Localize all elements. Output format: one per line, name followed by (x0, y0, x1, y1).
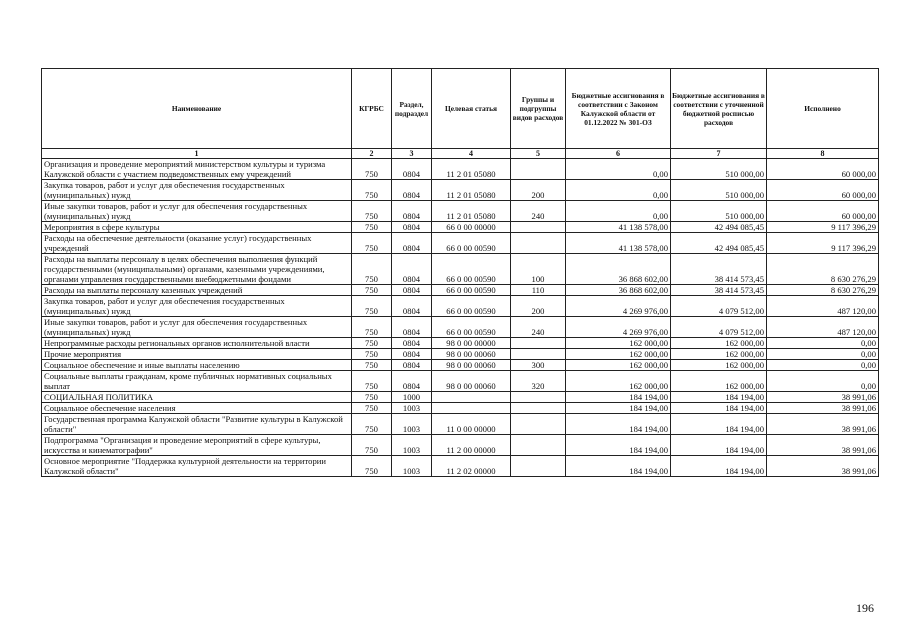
row-name-cell: Социальное обеспечение населения (42, 403, 352, 414)
law-allocation-cell: 184 194,00 (566, 435, 671, 456)
target-article-cell: 98 0 00 00000 (432, 338, 511, 349)
executed-cell: 9 117 396,29 (767, 233, 879, 254)
row-name-cell: Непрограммные расходы региональных органов исполнительной власти (42, 338, 352, 349)
row-name-cell: Основное мероприятие "Поддержка культурной деятельности на территории Калужской области" (42, 456, 352, 477)
expense-group-cell (511, 414, 566, 435)
table-row (42, 317, 879, 338)
rospis-allocation-cell: 184 194,00 (671, 414, 767, 435)
expense-group-cell: 240 (511, 317, 566, 338)
column-number: 3 (392, 149, 432, 159)
rospis-allocation-cell: 42 494 085,45 (671, 233, 767, 254)
row-name-cell: Закупка товаров, работ и услуг для обеспечения государственных (муниципальных) нужд (42, 180, 352, 201)
razdel-cell: 0804 (392, 254, 432, 285)
row-name-cell: Социальное обеспечение и иные выплаты населению (42, 360, 352, 371)
rospis-allocation-cell: 184 194,00 (671, 392, 767, 403)
law-allocation-cell: 162 000,00 (566, 371, 671, 392)
row-name-cell: Прочие мероприятия (42, 349, 352, 360)
expense-group-cell (511, 338, 566, 349)
expense-group-cell (511, 392, 566, 403)
target-article-cell: 66 0 00 00590 (432, 285, 511, 296)
law-allocation-cell: 184 194,00 (566, 414, 671, 435)
kgrbs-cell: 750 (352, 296, 392, 317)
kgrbs-cell: 750 (352, 338, 392, 349)
row-name-cell: Расходы на обеспечение деятельности (оказание услуг) государственных учреждений (42, 233, 352, 254)
header-razdel: Раздел, подраздел (392, 69, 432, 149)
law-allocation-cell: 0,00 (566, 159, 671, 180)
row-name-cell: Организация и проведение мероприятий министерством культуры и туризма Калужской области с участием подведомственных ему учреждений (42, 159, 352, 180)
row-name-cell: Расходы на выплаты персоналу казенных учреждений (42, 285, 352, 296)
header-law-allocation: Бюджетные ассигнования в соответствии с Законом Калужской области от 01.12.2022 № 301-ОЗ (566, 69, 671, 149)
expense-group-cell (511, 403, 566, 414)
razdel-cell: 0804 (392, 180, 432, 201)
table-row (42, 414, 879, 435)
row-name-cell: Иные закупки товаров, работ и услуг для обеспечения государственных (муниципальных) нужд (42, 317, 352, 338)
table-row (42, 403, 879, 414)
target-article-cell: 98 0 00 00060 (432, 371, 511, 392)
rospis-allocation-cell: 4 079 512,00 (671, 317, 767, 338)
rospis-allocation-cell: 42 494 085,45 (671, 222, 767, 233)
kgrbs-cell: 750 (352, 360, 392, 371)
executed-cell: 38 991,06 (767, 435, 879, 456)
expense-group-cell (511, 159, 566, 180)
target-article-cell: 66 0 00 00590 (432, 296, 511, 317)
target-article-cell: 11 2 01 05080 (432, 180, 511, 201)
razdel-cell: 1003 (392, 456, 432, 477)
kgrbs-cell: 750 (352, 254, 392, 285)
rospis-allocation-cell: 38 414 573,45 (671, 285, 767, 296)
table-row (42, 296, 879, 317)
table-row (42, 360, 879, 371)
target-article-cell: 66 0 00 00590 (432, 233, 511, 254)
law-allocation-cell: 162 000,00 (566, 360, 671, 371)
executed-cell: 38 991,06 (767, 414, 879, 435)
target-article-cell (432, 403, 511, 414)
razdel-cell: 0804 (392, 296, 432, 317)
kgrbs-cell: 750 (352, 159, 392, 180)
executed-cell: 60 000,00 (767, 180, 879, 201)
executed-cell: 60 000,00 (767, 201, 879, 222)
header-name: Наименование (42, 69, 352, 149)
expense-group-cell (511, 222, 566, 233)
expense-group-cell: 200 (511, 180, 566, 201)
table-row (42, 338, 879, 349)
law-allocation-cell: 0,00 (566, 201, 671, 222)
table-row (42, 222, 879, 233)
table-row (42, 392, 879, 403)
executed-cell: 8 630 276,29 (767, 285, 879, 296)
column-number-row (42, 149, 879, 159)
law-allocation-cell: 41 138 578,00 (566, 222, 671, 233)
razdel-cell: 0804 (392, 159, 432, 180)
target-article-cell: 66 0 00 00590 (432, 317, 511, 338)
header-rospis-allocation: Бюджетные ассигнования в соответствии с уточненной бюджетной росписью расходов (671, 69, 767, 149)
table-row (42, 435, 879, 456)
law-allocation-cell: 0,00 (566, 180, 671, 201)
row-name-cell: Расходы на выплаты персоналу в целях обеспечения выполнения функций государственными (муниципальными) органами, казенными учреждениями, органами управления государственными внебюджетными фондами (42, 254, 352, 285)
target-article-cell: 98 0 00 00060 (432, 360, 511, 371)
table-row (42, 159, 879, 180)
column-number: 4 (432, 149, 511, 159)
razdel-cell: 0804 (392, 222, 432, 233)
target-article-cell (432, 392, 511, 403)
law-allocation-cell: 4 269 976,00 (566, 296, 671, 317)
expense-group-cell: 200 (511, 296, 566, 317)
row-name-cell: Закупка товаров, работ и услуг для обеспечения государственных (муниципальных) нужд (42, 296, 352, 317)
target-article-cell: 11 2 02 00000 (432, 456, 511, 477)
table-row (42, 201, 879, 222)
expense-group-cell (511, 233, 566, 254)
razdel-cell: 0804 (392, 360, 432, 371)
column-number: 8 (767, 149, 879, 159)
rospis-allocation-cell: 510 000,00 (671, 201, 767, 222)
executed-cell: 60 000,00 (767, 159, 879, 180)
kgrbs-cell: 750 (352, 201, 392, 222)
target-article-cell: 11 2 01 05080 (432, 159, 511, 180)
row-name-cell: Государственная программа Калужской области "Развитие культуры в Калужской области" (42, 414, 352, 435)
budget-table (41, 68, 879, 477)
rospis-allocation-cell: 162 000,00 (671, 371, 767, 392)
table-row (42, 456, 879, 477)
kgrbs-cell: 750 (352, 392, 392, 403)
rospis-allocation-cell: 184 194,00 (671, 456, 767, 477)
executed-cell: 38 991,06 (767, 403, 879, 414)
column-number: 1 (42, 149, 352, 159)
table-row (42, 233, 879, 254)
executed-cell: 0,00 (767, 349, 879, 360)
executed-cell: 487 120,00 (767, 296, 879, 317)
expense-group-cell (511, 349, 566, 360)
row-name-cell: Социальные выплаты гражданам, кроме публичных нормативных социальных выплат (42, 371, 352, 392)
rospis-allocation-cell: 184 194,00 (671, 403, 767, 414)
kgrbs-cell: 750 (352, 233, 392, 254)
target-article-cell: 66 0 00 00590 (432, 254, 511, 285)
row-name-cell: Подпрограмма "Организация и проведение мероприятий в сфере культуры, искусства и кинематографии" (42, 435, 352, 456)
kgrbs-cell: 750 (352, 371, 392, 392)
target-article-cell: 11 0 00 00000 (432, 414, 511, 435)
table-row (42, 180, 879, 201)
executed-cell: 8 630 276,29 (767, 254, 879, 285)
law-allocation-cell: 184 194,00 (566, 456, 671, 477)
expense-group-cell: 300 (511, 360, 566, 371)
page-number: 196 (856, 601, 874, 615)
table-row (42, 285, 879, 296)
law-allocation-cell: 36 868 602,00 (566, 285, 671, 296)
razdel-cell: 0804 (392, 317, 432, 338)
rospis-allocation-cell: 510 000,00 (671, 180, 767, 201)
rospis-allocation-cell: 162 000,00 (671, 338, 767, 349)
razdel-cell: 1000 (392, 392, 432, 403)
target-article-cell: 11 2 01 05080 (432, 201, 511, 222)
executed-cell: 487 120,00 (767, 317, 879, 338)
razdel-cell: 0804 (392, 201, 432, 222)
header-row (42, 69, 879, 149)
kgrbs-cell: 750 (352, 414, 392, 435)
kgrbs-cell: 750 (352, 180, 392, 201)
kgrbs-cell: 750 (352, 435, 392, 456)
column-number: 2 (352, 149, 392, 159)
kgrbs-cell: 750 (352, 456, 392, 477)
executed-cell: 38 991,06 (767, 392, 879, 403)
column-number: 7 (671, 149, 767, 159)
rospis-allocation-cell: 162 000,00 (671, 360, 767, 371)
executed-cell: 0,00 (767, 360, 879, 371)
law-allocation-cell: 184 194,00 (566, 403, 671, 414)
rospis-allocation-cell: 38 414 573,45 (671, 254, 767, 285)
razdel-cell: 0804 (392, 233, 432, 254)
kgrbs-cell: 750 (352, 285, 392, 296)
expense-group-cell: 110 (511, 285, 566, 296)
kgrbs-cell: 750 (352, 317, 392, 338)
law-allocation-cell: 36 868 602,00 (566, 254, 671, 285)
header-target-article: Целевая статья (432, 69, 511, 149)
law-allocation-cell: 184 194,00 (566, 392, 671, 403)
kgrbs-cell: 750 (352, 349, 392, 360)
rospis-allocation-cell: 510 000,00 (671, 159, 767, 180)
header-executed: Исполнено (767, 69, 879, 149)
column-number: 5 (511, 149, 566, 159)
expense-group-cell (511, 435, 566, 456)
row-name-cell: Мероприятия в сфере культуры (42, 222, 352, 233)
executed-cell: 0,00 (767, 371, 879, 392)
column-number: 6 (566, 149, 671, 159)
header-kgrbs: КГРБС (352, 69, 392, 149)
kgrbs-cell: 750 (352, 222, 392, 233)
law-allocation-cell: 162 000,00 (566, 349, 671, 360)
razdel-cell: 0804 (392, 338, 432, 349)
razdel-cell: 0804 (392, 349, 432, 360)
executed-cell: 9 117 396,29 (767, 222, 879, 233)
target-article-cell: 66 0 00 00000 (432, 222, 511, 233)
razdel-cell: 0804 (392, 371, 432, 392)
razdel-cell: 1003 (392, 403, 432, 414)
header-expense-group: Группы и подгруппы видов расходов (511, 69, 566, 149)
row-name-cell: Иные закупки товаров, работ и услуг для обеспечения государственных (муниципальных) нужд (42, 201, 352, 222)
row-name-cell: СОЦИАЛЬНАЯ ПОЛИТИКА (42, 392, 352, 403)
kgrbs-cell: 750 (352, 403, 392, 414)
law-allocation-cell: 41 138 578,00 (566, 233, 671, 254)
expense-group-cell: 320 (511, 371, 566, 392)
razdel-cell: 1003 (392, 414, 432, 435)
expense-group-cell: 240 (511, 201, 566, 222)
rospis-allocation-cell: 4 079 512,00 (671, 296, 767, 317)
table-row (42, 349, 879, 360)
target-article-cell: 11 2 00 00000 (432, 435, 511, 456)
expense-group-cell (511, 456, 566, 477)
target-article-cell: 98 0 00 00060 (432, 349, 511, 360)
rospis-allocation-cell: 162 000,00 (671, 349, 767, 360)
law-allocation-cell: 4 269 976,00 (566, 317, 671, 338)
table-row (42, 254, 879, 285)
razdel-cell: 0804 (392, 285, 432, 296)
table-row (42, 371, 879, 392)
law-allocation-cell: 162 000,00 (566, 338, 671, 349)
razdel-cell: 1003 (392, 435, 432, 456)
executed-cell: 38 991,06 (767, 456, 879, 477)
executed-cell: 0,00 (767, 338, 879, 349)
expense-group-cell: 100 (511, 254, 566, 285)
rospis-allocation-cell: 184 194,00 (671, 435, 767, 456)
